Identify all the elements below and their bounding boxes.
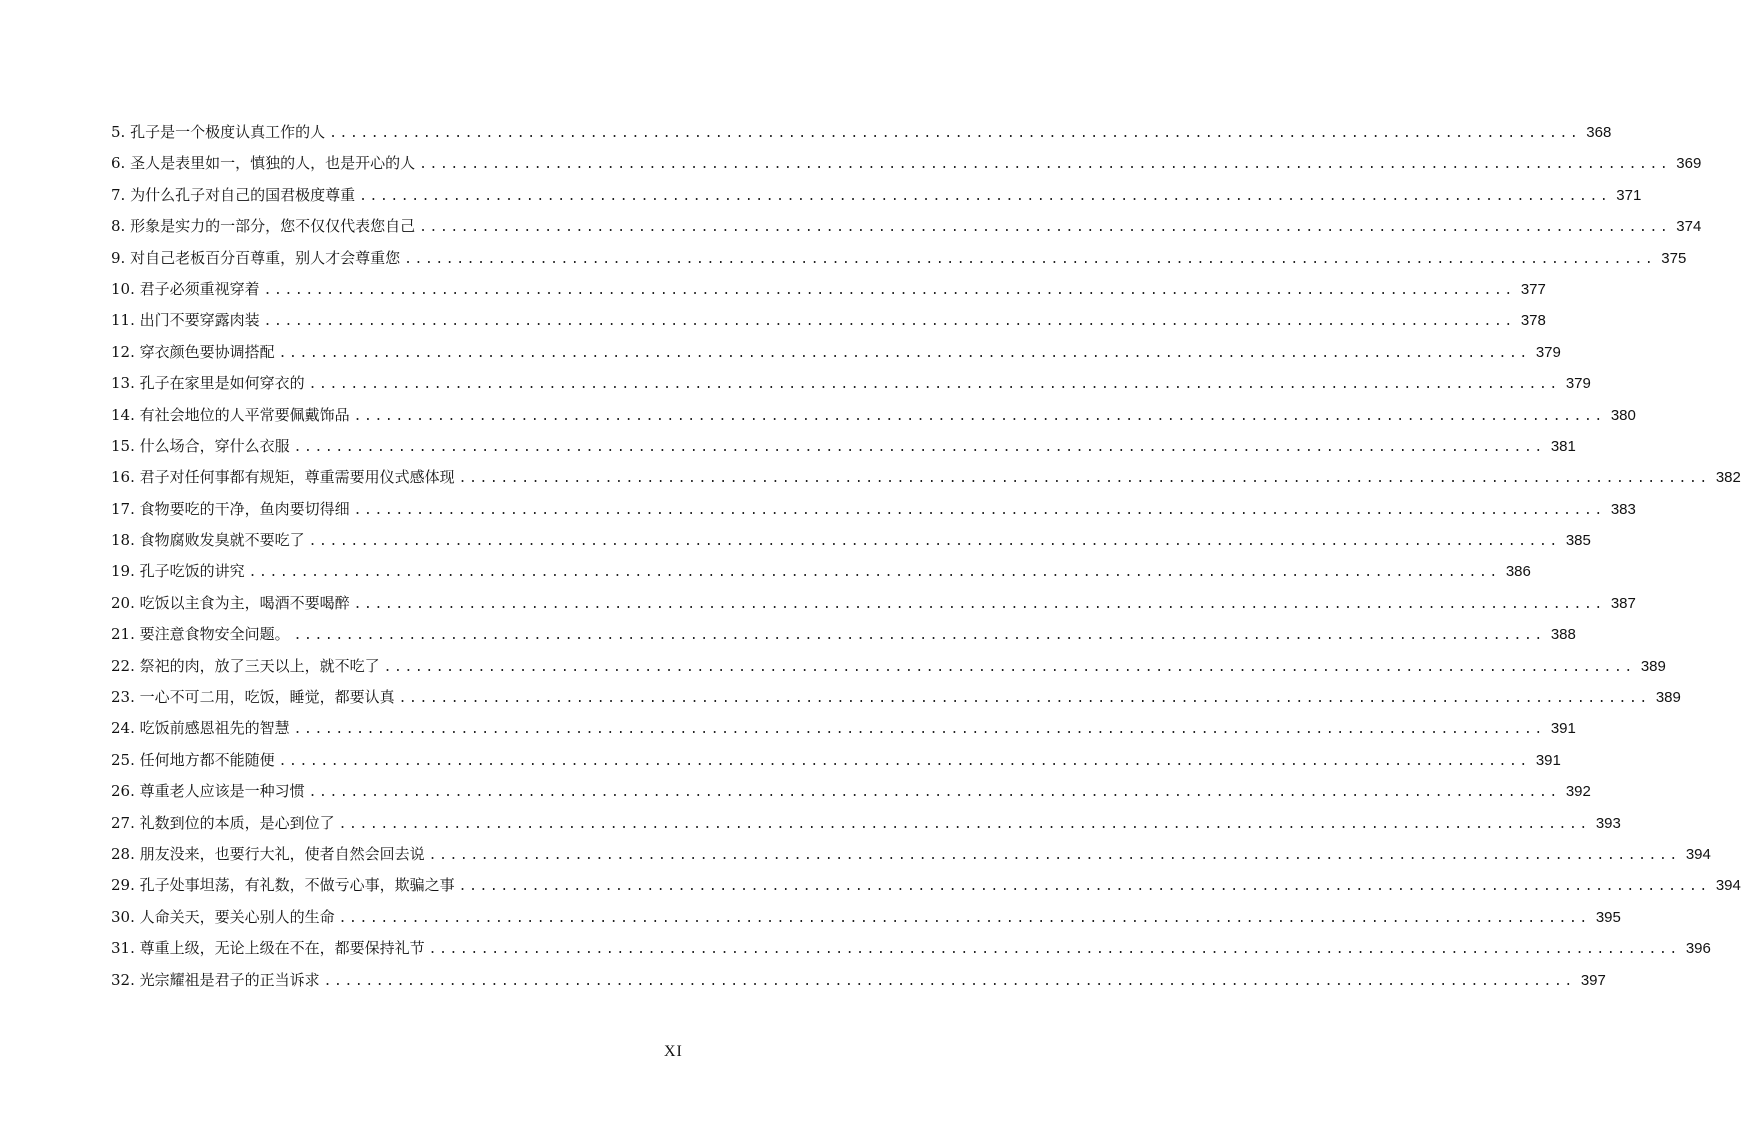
- toc-entry-page: 387: [1610, 594, 1636, 612]
- toc-entry-title: 20. 吃饭以主食为主，喝酒不要喝醉: [111, 593, 350, 612]
- toc-entry: [111, 776, 1591, 807]
- toc-entry-title: 12. 穿衣颜色要协调搭配: [111, 342, 275, 361]
- dot-leader: ........................................................................................................................: [359, 188, 1611, 204]
- toc-entry: [111, 682, 1681, 713]
- toc-entry-page: 391: [1535, 751, 1561, 769]
- dot-leader: ........................................................................................................................: [404, 251, 1656, 267]
- dot-leader: ........................................................................................................................: [308, 785, 1560, 801]
- toc-entry-title: 13. 孔子在家里是如何穿衣的: [111, 374, 305, 393]
- toc-entry-title: 16. 君子对任何事都有规矩，尊重需要用仪式感体现: [111, 468, 455, 487]
- toc-entry-title: 17. 食物要吃的干净，鱼肉要切得细: [111, 499, 350, 518]
- toc-entry-page: 391: [1550, 720, 1576, 738]
- dot-leader: ........................................................................................................................: [329, 126, 1581, 141]
- toc-entry-page: 392: [1565, 783, 1591, 801]
- dot-leader: ........................................................................................................................: [428, 847, 1680, 863]
- toc-entry: [111, 337, 1561, 368]
- toc-entry-title: 28. 朋友没来，也要行大礼，使者自然会回去说: [111, 844, 425, 863]
- toc-entry: [111, 462, 1741, 493]
- dot-leader: ........................................................................................................................: [383, 659, 1635, 675]
- toc-entry-title: 23. 一心不可二用，吃饭，睡觉，都要认真: [111, 688, 395, 707]
- toc-entry-title: 9. 对自己老板百分百尊重，别人才会尊重您: [111, 248, 401, 267]
- toc-entry-page: 371: [1616, 186, 1642, 204]
- toc-entry-title: 11. 出门不要穿露肉装: [111, 311, 260, 330]
- table-of-contents: [111, 117, 1741, 996]
- toc-entry: [111, 965, 1606, 996]
- toc-entry: [111, 651, 1666, 682]
- toc-entry: [111, 117, 1612, 148]
- dot-leader: ........................................................................................................................: [398, 691, 1650, 707]
- toc-entry: [111, 431, 1576, 462]
- toc-entry: [111, 305, 1546, 336]
- toc-entry-page: 379: [1565, 375, 1591, 393]
- toc-entry: [111, 180, 1642, 211]
- dot-leader: ........................................................................................................................: [353, 596, 1605, 612]
- toc-entry: [111, 368, 1591, 399]
- toc-entry: [111, 494, 1636, 525]
- toc-entry: [111, 713, 1576, 744]
- toc-entry-title: 24. 吃饭前感恩祖先的智慧: [111, 719, 290, 738]
- toc-entry-page: 385: [1565, 532, 1591, 550]
- toc-entry-title: 32. 光宗耀祖是君子的正当诉求: [111, 970, 320, 989]
- toc-entry-title: 18. 食物腐败发臭就不要吃了: [111, 531, 305, 550]
- dot-leader: ........................................................................................................................: [353, 408, 1605, 424]
- toc-entry-page: 368: [1586, 124, 1612, 141]
- toc-entry-page: 389: [1655, 689, 1681, 707]
- toc-entry-page: 374: [1676, 218, 1702, 236]
- page-number: XI: [664, 1043, 683, 1060]
- toc-entry-page: 377: [1520, 280, 1546, 298]
- dot-leader: ........................................................................................................................: [338, 910, 1590, 926]
- dot-leader: ........................................................................................................................: [308, 377, 1560, 393]
- toc-entry-title: 30. 人命关天，要关心别人的生命: [111, 907, 335, 926]
- toc-entry: [111, 400, 1636, 431]
- dot-leader: ........................................................................................................................: [428, 942, 1680, 958]
- toc-entry: [111, 211, 1702, 242]
- dot-leader: ........................................................................................................................: [278, 345, 1530, 361]
- toc-entry-page: 396: [1685, 940, 1711, 958]
- toc-entry: [111, 808, 1621, 839]
- dot-leader: ........................................................................................................................: [353, 502, 1605, 518]
- toc-entry-page: 386: [1505, 563, 1531, 581]
- toc-entry: [111, 933, 1711, 964]
- toc-entry-title: 31. 尊重上级，无论上级在不在，都要保持礼节: [111, 939, 425, 958]
- toc-entry-title: 26. 尊重老人应该是一种习惯: [111, 782, 305, 801]
- toc-entry-page: 394: [1715, 877, 1741, 895]
- dot-leader: ........................................................................................................................: [323, 973, 1575, 989]
- dot-leader: ........................................................................................................................: [338, 816, 1590, 832]
- toc-entry-title: 6. 圣人是表里如一，慎独的人，也是开心的人: [111, 154, 416, 173]
- toc-entry: [111, 588, 1636, 619]
- toc-entry-title: 21. 要注意食物安全问题。: [111, 625, 290, 644]
- dot-leader: ........................................................................................................................: [419, 157, 1671, 173]
- toc-entry: [111, 870, 1741, 901]
- toc-entry-title: 27. 礼数到位的本质，是心到位了: [111, 813, 335, 832]
- toc-entry-page: 382: [1715, 469, 1741, 487]
- toc-entry-title: 25. 任何地方都不能随便: [111, 750, 275, 769]
- dot-leader: ........................................................................................................................: [263, 282, 1515, 298]
- toc-entry: [111, 274, 1546, 305]
- toc-entry: [111, 148, 1702, 179]
- toc-entry-page: 394: [1685, 845, 1711, 863]
- toc-entry: [111, 556, 1531, 587]
- toc-entry-title: 5. 孔子是一个极度认真工作的人: [111, 123, 326, 141]
- toc-entry-page: 378: [1520, 312, 1546, 330]
- toc-entry-page: 397: [1580, 971, 1606, 989]
- toc-entry-title: 29. 孔子处事坦荡，有礼数，不做亏心事，欺骗之事: [111, 876, 455, 895]
- toc-entry-page: 381: [1550, 437, 1576, 455]
- toc-entry: [111, 619, 1576, 650]
- toc-entry: [111, 839, 1711, 870]
- dot-leader: ........................................................................................................................: [458, 879, 1710, 895]
- toc-entry-title: 10. 君子必须重视穿着: [111, 279, 260, 298]
- toc-entry-page: 383: [1610, 500, 1636, 518]
- toc-entry-page: 369: [1676, 155, 1702, 173]
- dot-leader: ........................................................................................................................: [293, 439, 1545, 455]
- dot-leader: ........................................................................................................................: [278, 753, 1530, 769]
- dot-leader: ........................................................................................................................: [308, 534, 1560, 550]
- dot-leader: ........................................................................................................................: [248, 565, 1500, 581]
- dot-leader: ........................................................................................................................: [293, 722, 1545, 738]
- toc-entry-page: 395: [1595, 908, 1621, 926]
- toc-entry: [111, 745, 1561, 776]
- toc-entry-title: 8. 形象是实力的一部分，您不仅仅代表您自己: [111, 217, 416, 236]
- toc-entry-title: 22. 祭祀的肉，放了三天以上，就不吃了: [111, 656, 380, 675]
- toc-entry-title: 14. 有社会地位的人平常要佩戴饰品: [111, 405, 350, 424]
- toc-entry-title: 15. 什么场合，穿什么衣服: [111, 436, 290, 455]
- toc-entry-page: 375: [1661, 249, 1687, 267]
- dot-leader: ........................................................................................................................: [293, 628, 1545, 644]
- dot-leader: ........................................................................................................................: [419, 220, 1671, 236]
- toc-entry-title: 19. 孔子吃饭的讲究: [111, 562, 245, 581]
- toc-entry: [111, 902, 1621, 933]
- toc-entry-page: 379: [1535, 343, 1561, 361]
- dot-leader: ........................................................................................................................: [263, 314, 1515, 330]
- toc-entry-page: 380: [1610, 406, 1636, 424]
- toc-entry-title: 7. 为什么孔子对自己的国君极度尊重: [111, 185, 356, 204]
- toc-entry-page: 388: [1550, 626, 1576, 644]
- toc-entry: [111, 525, 1591, 556]
- dot-leader: ........................................................................................................................: [458, 471, 1710, 487]
- toc-entry-page: 389: [1640, 657, 1666, 675]
- toc-entry: [111, 243, 1687, 274]
- toc-entry-page: 393: [1595, 814, 1621, 832]
